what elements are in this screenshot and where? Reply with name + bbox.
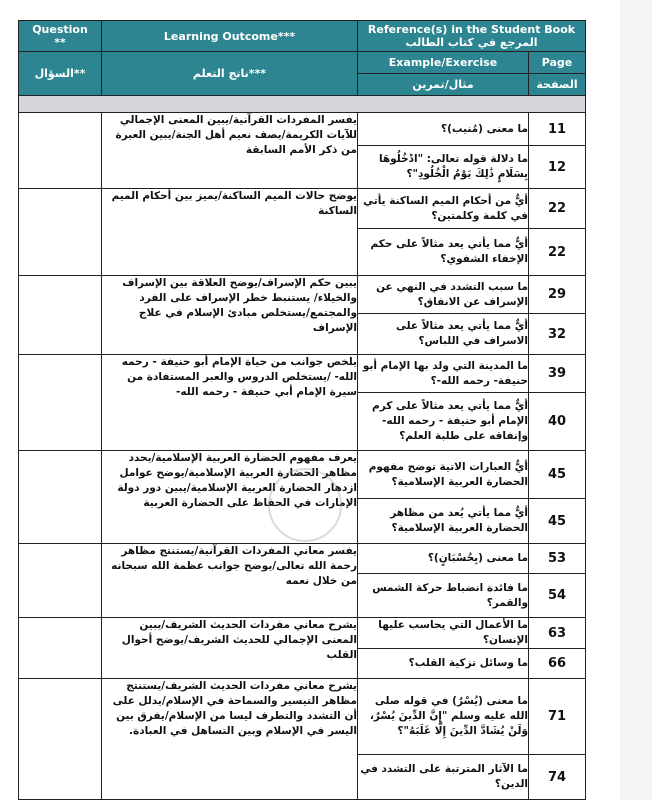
question-cell bbox=[19, 355, 102, 451]
example-question-cell: أيٌّ مما يأتي يعد مثالاً على حكم الإخفاء الشفوي؟ bbox=[358, 229, 529, 276]
reference-header-label: Reference(s) in the Student Book bbox=[367, 23, 576, 36]
example-question-cell: ما سبب التشدد في النهي عن الإسراف عن الانفاق؟ bbox=[358, 276, 529, 314]
page-number-cell: 45 bbox=[529, 451, 586, 499]
question-cell bbox=[19, 276, 102, 355]
page-number-cell: 11 bbox=[529, 113, 586, 146]
page-number-cell: 39 bbox=[529, 355, 586, 393]
learning-outcome-cell: يلخص جوانب من حياة الإمام أبو حنيفة - رحمه الله- /يستخلص الدروس والعبر المستفادة من سيرة الإمام أبي حنيفة - رحمه الله- bbox=[102, 355, 358, 451]
example-question-cell: أيٌّ مما يأتي يعد مثالاً على الاسراف في اللباس؟ bbox=[358, 314, 529, 355]
example-header-en bbox=[358, 52, 529, 74]
page-number-cell: 45 bbox=[529, 499, 586, 544]
page-number-cell: 32 bbox=[529, 314, 586, 355]
question-cell bbox=[19, 544, 102, 618]
table-row bbox=[19, 544, 586, 574]
example-question-cell: أيٌّ العبارات الاتية توضح مفهوم الحضارة العربية الإسلامية؟ bbox=[358, 451, 529, 499]
table-row bbox=[19, 113, 586, 146]
page-number-cell: 71 bbox=[529, 679, 586, 755]
page-number-cell: 66 bbox=[529, 649, 586, 679]
outcome-header-ar-label: ناتج التعلم*** bbox=[192, 67, 267, 80]
question-cell bbox=[19, 451, 102, 544]
question-header-stars: ** bbox=[54, 36, 66, 49]
table-row bbox=[19, 679, 586, 755]
example-question-cell: ما دلالة قوله تعالى: "ادْخُلُوهَا بِسَلَامٍ ذَٰلِكَ يَوْمُ الْخُلُودِ"؟ bbox=[358, 146, 529, 189]
question-cell bbox=[19, 113, 102, 189]
reference-header-en bbox=[358, 21, 586, 52]
learning-outcome-cell: يشرح معاني مفردات الحديث الشريف/يستنتج مظاهر التيسير والسماحة في الإسلام/يدلل على أن التشدد والتطرف ليسا من الإسلام/يفرق بين اليسر في الإسلام وبين التساهل في العبادة. bbox=[102, 679, 358, 800]
reference-header-ar: المرجع في كتاب الطالب bbox=[405, 36, 538, 49]
spacer-row bbox=[19, 96, 586, 113]
page-number-cell: 53 bbox=[529, 544, 586, 574]
example-question-cell: ما الأعمال التي يحاسب عليها الإنسان؟ bbox=[358, 618, 529, 649]
learning-outcome-cell: يبين حكم الإسراف/يوضح العلاقة بين الإسراف والخيلاء/ يستنبط خطر الإسراف على الفرد والمجتمع/يستخلص مبادئ الإسلام في علاج الإسراف bbox=[102, 276, 358, 355]
question-cell bbox=[19, 679, 102, 800]
page-header-ar bbox=[529, 74, 586, 96]
outcome-header-label: Learning Outcome*** bbox=[163, 29, 296, 43]
example-question-cell: ما فائدة انضباط حركة الشمس والقمر؟ bbox=[358, 574, 529, 618]
example-header-label: Example/Exercise bbox=[388, 56, 498, 69]
example-question-cell: أيٌّ من أحكام الميم الساكنة يأتي في كلمة وكلمتين؟ bbox=[358, 189, 529, 229]
example-question-cell: ما وسائل تزكية القلب؟ bbox=[358, 649, 529, 679]
page-number-cell: 54 bbox=[529, 574, 586, 618]
learning-outcome-cell: يفسر معاني المفردات القرآنية/يستنتج مظاهر رحمة الله تعالى/يوضح جوانب عظمة الله سبحانه من خلال نعمه bbox=[102, 544, 358, 618]
page-number-cell: 22 bbox=[529, 189, 586, 229]
table-row bbox=[19, 189, 586, 229]
question-header-label: Question bbox=[32, 23, 88, 36]
page-header-en bbox=[529, 52, 586, 74]
question-header-ar-label: السؤال** bbox=[34, 67, 86, 80]
page-header-label: Page bbox=[541, 56, 573, 69]
question-header-en bbox=[19, 21, 102, 52]
example-header-ar bbox=[358, 74, 529, 96]
example-header-ar-label: مثال/تمرين bbox=[412, 78, 474, 91]
page-number-cell: 29 bbox=[529, 276, 586, 314]
page-number-cell: 74 bbox=[529, 755, 586, 800]
question-cell bbox=[19, 189, 102, 276]
table-row bbox=[19, 451, 586, 499]
example-question-cell: أيٌّ مما يأتي يُعد من مظاهر الحضارة العربية الإسلامية؟ bbox=[358, 499, 529, 544]
outcome-header-ar bbox=[102, 52, 358, 96]
page-number-cell: 12 bbox=[529, 146, 586, 189]
example-question-cell: أيٌّ مما يأتي يعد مثالاً على كرم الإمام أبو حنيفة - رحمه الله- وإنفاقه على طلبة العلم؟ bbox=[358, 393, 529, 451]
example-question-cell: ما معنى (مُنيب)؟ bbox=[358, 113, 529, 146]
page-number-cell: 40 bbox=[529, 393, 586, 451]
table-row bbox=[19, 355, 586, 393]
groups-body bbox=[19, 113, 586, 800]
example-question-cell: ما الآثار المترتبة على التشدد في الدين؟ bbox=[358, 755, 529, 800]
page-header-ar-label: الصفحة bbox=[536, 78, 578, 91]
example-question-cell: ما معنى (يُسْرٌ) في قوله صلى الله عليه وسلم "إِنَّ الدِّينَ يُسْرٌ، وَلَنْ يُشَادَّ الدِّينَ إِلَّا غَلَبَهُ"؟ bbox=[358, 679, 529, 755]
reference-table bbox=[18, 20, 586, 800]
learning-outcome-cell: يعرف مفهوم الحضارة العربية الإسلامية/يحدد مظاهر الحضارة العربية الإسلامية/يوضح عوامل ازدهار الحضارة العربية الإسلامية/يبين دور دولة الإمارات في الحفاظ على الحضارة العربية bbox=[102, 451, 358, 544]
learning-outcome-cell: يفسر المفردات القرآنية/يبين المعنى الإجمالي للآيات الكريمة/يصف نعيم أهل الجنة/يبين العبرة من ذكر الأمم السابقة bbox=[102, 113, 358, 189]
table-row bbox=[19, 618, 586, 649]
question-cell bbox=[19, 618, 102, 679]
example-question-cell: ما معنى (بِحُسْبَانٍ)؟ bbox=[358, 544, 529, 574]
table-row bbox=[19, 276, 586, 314]
learning-outcome-cell: يشرح معاني مفردات الحديث الشريف/يبين المعنى الإجمالي للحديث الشريف/يوضح أحوال القلب bbox=[102, 618, 358, 679]
spacer-cell bbox=[19, 96, 586, 113]
outcome-header-en bbox=[102, 21, 358, 52]
learning-outcome-cell: يوضح حالات الميم الساكنة/يميز بين أحكام الميم الساكنة bbox=[102, 189, 358, 276]
page-number-cell: 63 bbox=[529, 618, 586, 649]
example-question-cell: ما المدينة التي ولد بها الإمام أبو حنيفة- رحمه الله-؟ bbox=[358, 355, 529, 393]
question-header-ar bbox=[19, 52, 102, 96]
page-number-cell: 22 bbox=[529, 229, 586, 276]
